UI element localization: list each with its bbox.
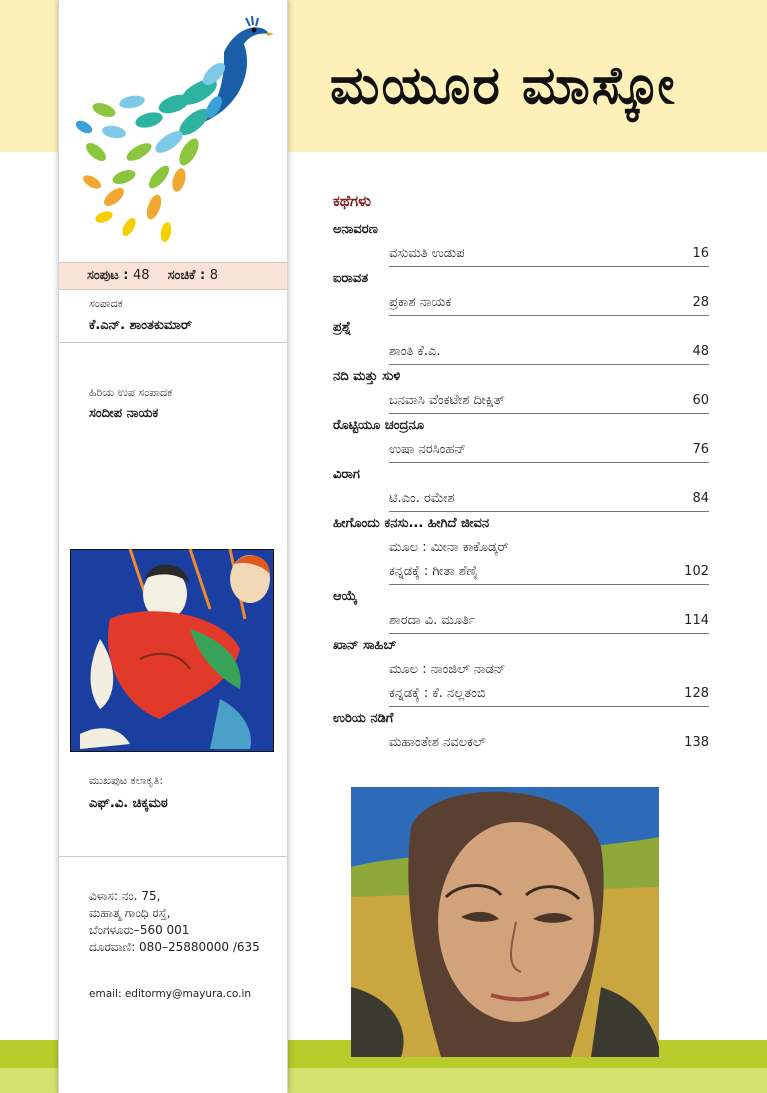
author-name: ಮಹಾಂತೇಶ ನವಲಕಲ್ [389, 735, 486, 750]
author-name: ಬನವಾಸಿ ವೆಂಕಟೇಶ ದೀಕ್ಷಿತ್ [389, 393, 505, 408]
masthead-sidebar [58, 0, 288, 1093]
divider [59, 342, 287, 343]
page-number: 102 [684, 564, 709, 579]
original-author: ಮೂಲ : ಮೀನಾ ಕಾಕೊಡ್ಕರ್ [389, 540, 509, 555]
author-name: ಶಾರದಾ ವಿ. ಮೂರ್ತಿ [389, 613, 476, 628]
page-number: 128 [684, 686, 709, 701]
cover-artist-name: ಎಫ್.ವಿ. ಚಿಕ್ಕಮಠ [89, 796, 168, 811]
address-line: ಬೆಂಗಳೂರು–560 001 [89, 923, 190, 937]
phone-line: ದೂರವಾಣಿ: 080–25880000 /635 [89, 940, 260, 954]
story-author-line [389, 389, 709, 414]
page-number: 76 [692, 442, 709, 457]
story-illustration-woman [351, 787, 659, 1057]
story-title: ಖಾನ್ ಸಾಹಿಬ್ [333, 638, 397, 653]
original-author: ಮೂಲ : ನಾಂಜಿಲ್ ನಾಡನ್ [389, 662, 506, 677]
story-author-line [389, 487, 709, 512]
story-title: ವಿರಾಗ [333, 467, 360, 482]
story-author-line [389, 291, 709, 316]
senior-editor-label: ಹಿರಿಯ ಉಪ ಸಂಪಾದಕ [89, 386, 173, 399]
story-author-line [389, 609, 709, 634]
story-title: ಉರಿಯ ನಡಿಗೆ [333, 711, 394, 726]
translator-name: ಕನ್ನಡಕ್ಕೆ : ಕೆ. ನಲ್ಲತಂಬಿ [389, 686, 486, 701]
story-author-line [389, 536, 709, 560]
page-number: 60 [692, 393, 709, 408]
author-name: ಉಷಾ ನರಸಿಂಹನ್ [389, 442, 466, 457]
author-name: ವಸುಮತಿ ಉಡುಪ [389, 246, 465, 261]
volume-label: ಸಂಪುಟ [87, 268, 119, 283]
stories-heading: ಕಥೆಗಳು [333, 192, 372, 210]
address-line: ವಿಳಾಸ: ನಂ. 75, [89, 889, 161, 903]
author-name: ಟಿ.ಎಂ. ರಮೇಶ [389, 491, 455, 506]
email-address: email: editormy@mayura.co.in [89, 988, 252, 1000]
story-title: ಹೀಗೊಂದು ಕನಸು... ಹೀಗಿದೆ ಜೀವನ [333, 516, 490, 531]
divider [59, 856, 287, 857]
volume-issue-bar: ಸಂಪುಟ : 48 ಸಂಚಿಕೆ : 8 [59, 262, 287, 290]
page-number: 48 [692, 344, 709, 359]
story-title: ರೊಟ್ಟಿಯೂ ಚಂದ್ರನೂ [333, 418, 424, 433]
story-translator-line [389, 682, 709, 707]
page-number: 114 [684, 613, 709, 628]
address-line: ಮಹಾತ್ಮ ಗಾಂಧಿ ರಸ್ತೆ, [89, 906, 171, 920]
table-of-contents [333, 218, 709, 755]
story-title: ಆಯ್ಕೆ [333, 589, 358, 604]
issue-label: ಸಂಚಿಕೆ [167, 268, 196, 283]
story-translator-line [389, 560, 709, 585]
story-title: ಪ್ರಶ್ನೆ [333, 320, 352, 335]
page-number: 16 [692, 246, 709, 261]
page-number: 28 [692, 295, 709, 310]
page-number: 138 [684, 735, 709, 750]
peacock-illustration [74, 12, 274, 244]
issue-number: 8 [209, 268, 218, 283]
editor-label: ಸಂಪಾದಕ [89, 297, 123, 310]
magazine-logo: ಮಯೂರ ಮಾಸ್ಕೋ [330, 55, 677, 116]
address-block [89, 888, 260, 956]
cover-artwork-swing [70, 549, 274, 752]
senior-editor-name: ಸಂದೀಪ ನಾಯಕ [89, 406, 159, 421]
cover-art-label: ಮುಖಪುಟ ಕಲಾಕೃತಿ: [89, 774, 164, 787]
author-name: ಪ್ರಕಾಶ ನಾಯಕ [389, 295, 452, 310]
story-title: ಐರಾವತ [333, 271, 369, 286]
translator-name: ಕನ್ನಡಕ್ಕೆ : ಗೀತಾ ಶೆಣೈ [389, 564, 479, 579]
story-author-line [389, 731, 709, 755]
story-author-line [389, 658, 709, 682]
author-name: ಶಾಂತಿ ಕೆ.ಎ. [389, 344, 441, 359]
volume-number: 48 [133, 268, 150, 283]
editor-name: ಕೆ.ಎನ್. ಶಾಂತಕುಮಾರ್ [89, 318, 192, 333]
story-author-line [389, 340, 709, 365]
story-title: ನದಿ ಮತ್ತು ಸುಳಿ [333, 369, 401, 384]
story-author-line [389, 438, 709, 463]
story-author-line [389, 242, 709, 267]
page-number: 84 [692, 491, 709, 506]
story-title: ಅನಾವರಣ [333, 222, 378, 237]
